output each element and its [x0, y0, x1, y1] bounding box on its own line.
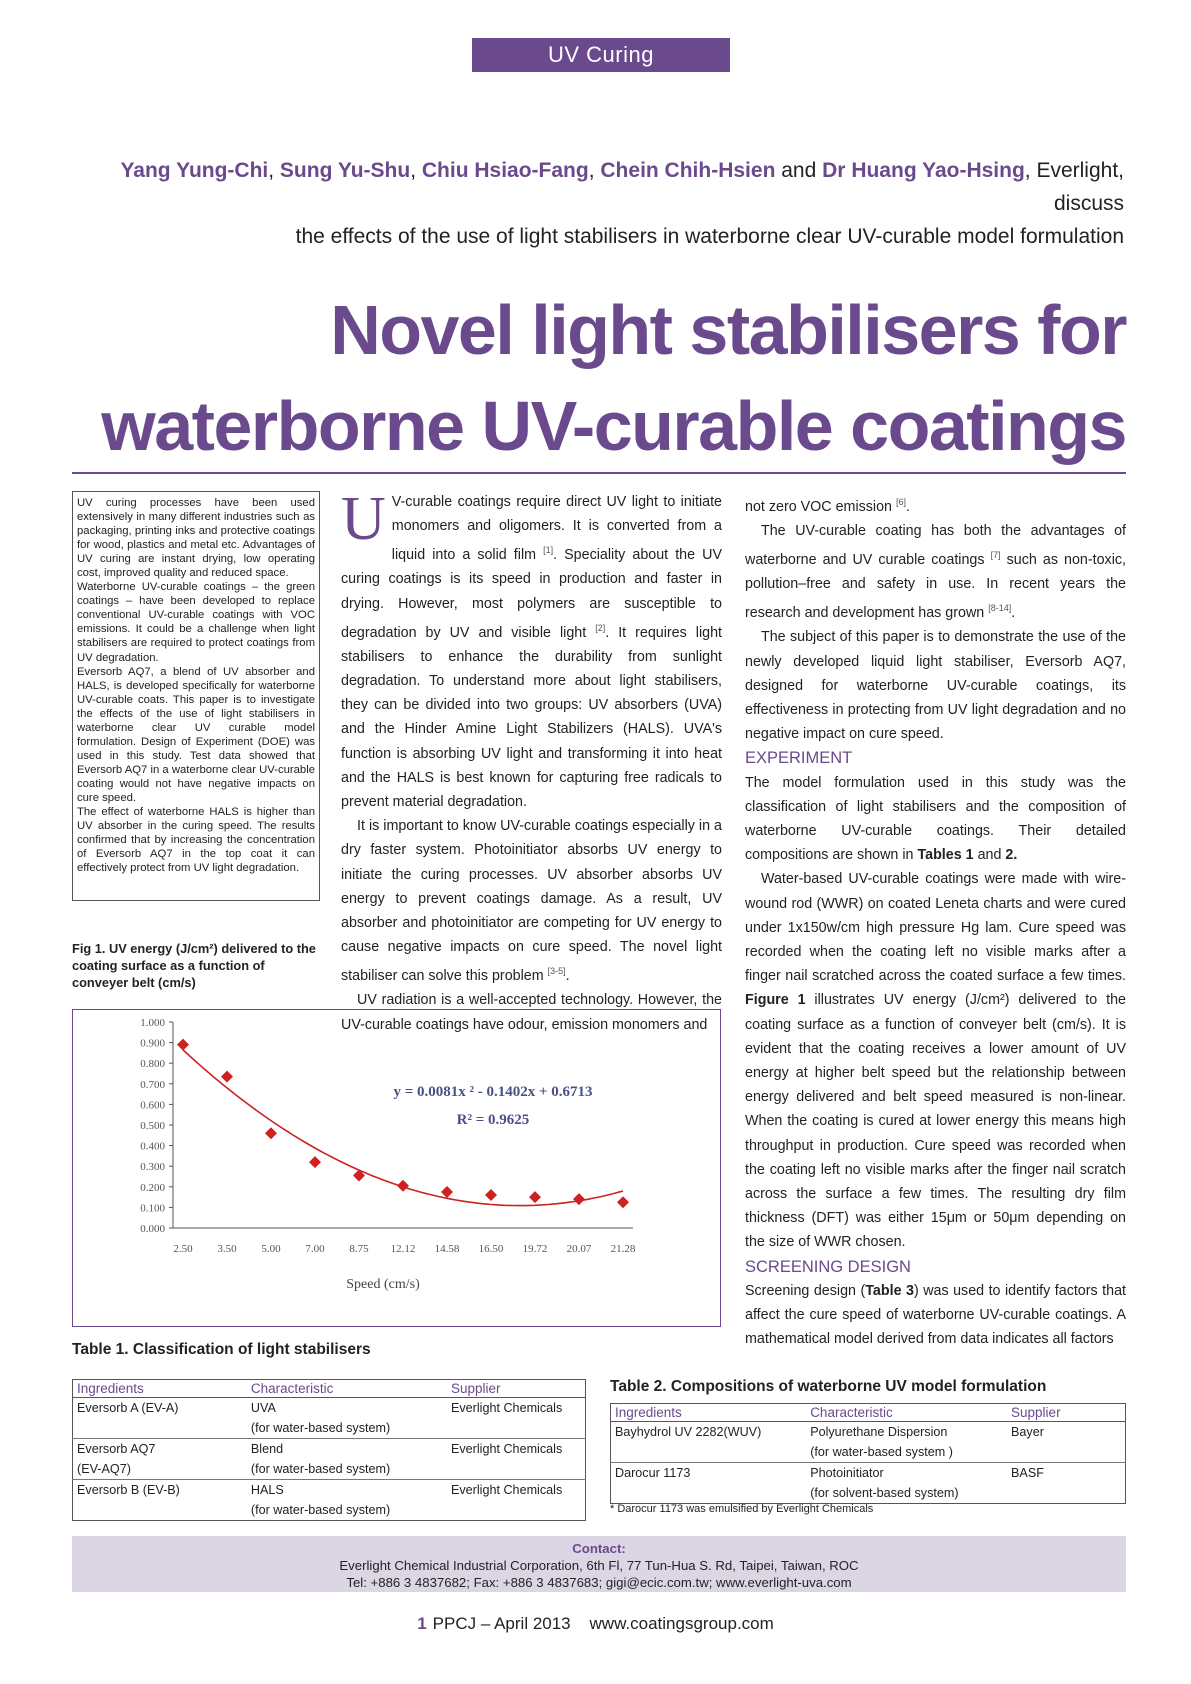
text: Table 3: [865, 1282, 914, 1299]
byline: Yang Yung-Chi, Sung Yu-Shu, Chiu Hsiao-Fang, Chein Chih-Hsien and Dr Huang Yao-Hsing, Everlight, discuss the effects of the use of light stabilisers in waterborne clear UV-curable model formulation: [120, 159, 1124, 248]
cell: Bayhydrol UV 2282(WUV): [615, 1425, 762, 1439]
cell: HALS: [250, 1483, 284, 1497]
text: ) was used to identify factors that affect the cure speed of waterborne UV-curable coatings. A mathematical model derived from data indicates all factors: [745, 1282, 1126, 1348]
table-row: [611, 1483, 1126, 1504]
text: . Speciality about the UV curing coatings is its speed in production and faster in drying. However, most polymers are susceptible to degradation by UV and visible light: [341, 547, 723, 641]
trendline-equation: y = 0.0081x ² - 0.1402x + 0.6713: [393, 1084, 593, 1100]
y-tick-label: 0.900: [140, 1037, 165, 1050]
col3-para-0: [745, 490, 1126, 519]
text: It is important to know UV-curable coatings especially in a dry faster system. Photoinitiator absorbs UV energy to initiate the curing processes. UV absorber absorbs UV energy to prevent coatings damage. As a result, UV absorber and photoinitiator are competing for UV energy to cause negative impacts on cure speed. The novel light stabiliser can solve this problem: [341, 818, 722, 985]
data-point: [265, 1127, 277, 1139]
figure-1: [72, 1009, 721, 1327]
x-axis-label: Speed (cm/s): [346, 1277, 420, 1292]
cell: Photoinitiator: [810, 1466, 884, 1480]
cell: BASF: [1011, 1466, 1044, 1480]
contact-line-2: Tel: +886 3 4837682; Fax: +886 3 4837683; gigi@ecic.com.tw; www.everlight-uva.com: [346, 1575, 852, 1590]
data-point: [221, 1071, 233, 1083]
section-tag: UV Curing: [472, 38, 730, 72]
cell: Eversorb B (EV-B): [77, 1483, 180, 1497]
col3-para-4: [745, 867, 1126, 1254]
body-column-3: [745, 490, 1126, 1351]
cell: Everlight Chemicals: [450, 1401, 563, 1415]
table-1-header: Characteristic: [247, 1380, 447, 1398]
x-tick-label: 3.50: [217, 1243, 237, 1255]
table-row: [73, 1418, 586, 1439]
text: The UV-curable coating has both the advantages of waterborne and UV curable coatings: [745, 522, 1126, 568]
col2-para-2: [341, 814, 722, 988]
table-2-header: Ingredients: [611, 1404, 807, 1422]
footer-text: PPCJ – April 2013 www.coatingsgroup.com: [432, 1614, 774, 1633]
x-tick-label: 16.50: [478, 1243, 504, 1255]
abstract-box: [72, 491, 320, 901]
cell: [611, 1483, 807, 1504]
x-tick-label: 14.58: [434, 1243, 460, 1255]
title-line-2: waterborne UV-curable coatings: [101, 387, 1126, 465]
x-tick-label: 20.07: [566, 1243, 592, 1255]
table-2: [610, 1403, 1126, 1504]
col3-para-1: [745, 519, 1126, 625]
byline-rest-1: Everlight, discuss: [1030, 159, 1124, 215]
cell: Everlight Chemicals: [450, 1442, 563, 1456]
y-tick-label: 1.000: [140, 1017, 165, 1029]
ref-8: [8-14]: [988, 603, 1012, 614]
cell: Bayer: [1011, 1425, 1044, 1439]
table-row: [73, 1480, 586, 1501]
cell: Polyurethane Dispersion: [810, 1425, 948, 1439]
table-1-header: Supplier: [447, 1380, 586, 1398]
figure-caption: Fig 1. UV energy (J/cm²) delivered to the coating surface as a function of conveyer belt (cm/s): [72, 941, 316, 990]
text: illustrates UV energy (J/cm²) delivered to the coating surface as a function of conveyer belt (cm/s). It is evident that the coating receives a lower amount of UV energy at higher belt speed but the relationship between energy delivered and belt speed measured is non-linear. When the coating is cured at lower energy this means high throughput in production. Cure speed was recorded when the coating left no visible marks after the finger nail scratch across the surface a few times. The resulting dry film thickness (DFT) was either 15μm or 50μm depending on the size of WWR chosen.: [745, 992, 1126, 1251]
r-squared-label: R² = 0.9625: [456, 1112, 530, 1128]
text: and: [973, 847, 1006, 864]
contact-heading: Contact:: [572, 1541, 626, 1556]
col3-para-3: [745, 771, 1126, 868]
text: Screening design (: [745, 1282, 866, 1299]
author-3: Chiu Hsiao-Fang: [421, 159, 589, 182]
cell: [1007, 1442, 1125, 1463]
cell: Blend: [250, 1442, 284, 1456]
abstract-p1: UV curing processes have been used extensively in many different industries such as packaging, printing inks and protective coatings for wood, plastics and metal etc. Advantages of UV curing are instant drying, low operating cost, improved quality and reduced space.: [77, 497, 315, 580]
table-row: [73, 1459, 586, 1480]
cell: Everlight Chemicals: [450, 1483, 563, 1497]
x-tick-label: 7.00: [305, 1243, 325, 1255]
ref-2: [2]: [595, 622, 606, 633]
cell: Eversorb A (EV-A): [77, 1401, 179, 1415]
text: not zero VOC emission: [745, 498, 896, 515]
cell: UVA: [250, 1401, 276, 1415]
page-title: [100, 282, 1126, 474]
byline-and: and: [781, 159, 817, 182]
y-tick-label: 0.800: [140, 1058, 165, 1071]
cell: (for water-based system): [247, 1459, 447, 1480]
cell: (EV-AQ7): [73, 1459, 247, 1480]
text: Water-based UV-curable coatings were made with wire-wound rod (WWR) on coated Leneta charts and were cured under 1x150w/cm high pressure Hg lam. Cure speed was recorded when the coating left no visible marks after a finger nail scratched across the coated surface a few times.: [745, 871, 1126, 985]
ref-1: [1]: [543, 545, 554, 556]
x-tick-label: 12.12: [390, 1243, 416, 1255]
abstract-p2: Waterborne UV-curable coatings – the green coatings – have been developed to replace conventional UV-curable coatings with VOC emissions. It could be a challenge when light stabilisers are required to protect coatings from UV degradation.: [77, 581, 315, 664]
cell: [447, 1418, 586, 1439]
contact-line-1: Everlight Chemical Industrial Corporation, 6th Fl, 77 Tun-Hua S. Rd, Taipei, Taiwan, ROC: [339, 1558, 859, 1573]
text: . It requires light stabilisers to enhance the durability from sunlight degradation. To understand more about light stabilisers, they can be divided into two groups: UV absorbers (UVA) and the Hinder Amine Light Stabilizers (HALS). UVA's function is absorbing UV light and transforming it into heat and the HALS is best known for capturing free radicals to prevent material degradation.: [341, 624, 722, 810]
table-2-note: * Darocur 1173 was emulsified by Everlight Chemicals: [610, 1503, 874, 1515]
abstract-p4: The effect of waterborne HALS is higher than UV absorber in the curing speed. The results confirmed that by increasing the concentration of Eversorb AQ7 in the top coat it can effectively protect from UV light degradation.: [77, 806, 315, 875]
data-point: [529, 1191, 541, 1203]
table-2-header: Characteristic: [806, 1404, 1007, 1422]
table-1-caption-text: Table 1. Classification of light stabilisers: [72, 1341, 371, 1358]
data-point: [309, 1156, 321, 1168]
author-1: Yang Yung-Chi: [120, 159, 269, 182]
author-5: Dr Huang Yao-Hsing: [822, 159, 1025, 182]
title-line-1: Novel light stabilisers for: [330, 291, 1126, 369]
drop-cap: U: [341, 485, 386, 553]
section-heading-screening: SCREENING DESIGN: [745, 1257, 911, 1276]
text: .: [1011, 605, 1016, 622]
body-column-2: [341, 485, 723, 1037]
y-tick-label: 0.500: [140, 1120, 165, 1132]
text: .: [906, 498, 910, 515]
cell: [611, 1442, 807, 1463]
table-1-caption: [72, 1341, 371, 1359]
col2-para-1: [341, 485, 723, 814]
table-1-header: Ingredients: [73, 1380, 247, 1398]
x-tick-label: 19.72: [522, 1243, 548, 1255]
text: Figure 1: [745, 992, 806, 1009]
ref-3: [3-5]: [547, 966, 566, 977]
data-point: [485, 1189, 497, 1201]
cell: (for water-based system): [250, 1503, 391, 1517]
text: Tables 1: [917, 847, 974, 864]
byline-comma: ,: [1024, 159, 1031, 182]
cell: (for water-based system): [247, 1418, 447, 1439]
data-point: [441, 1186, 453, 1198]
x-tick-label: 21.28: [610, 1243, 636, 1255]
col2-para-3: UV radiation is a well-accepted technology. However, the UV-curable coatings have odour, emission monomers and: [341, 992, 722, 1033]
cell: [73, 1418, 247, 1439]
data-point: [177, 1039, 189, 1051]
text: 2.: [1005, 847, 1018, 864]
data-point: [617, 1196, 629, 1208]
cell: [73, 1500, 247, 1521]
table-1: [72, 1379, 586, 1521]
author-2: Sung Yu-Shu: [279, 159, 411, 182]
cell: (for solvent-based system): [810, 1486, 959, 1500]
y-tick-label: 0.700: [140, 1078, 165, 1091]
table-row: [611, 1442, 1126, 1463]
table-2-caption-text: Table 2. Compositions of waterborne UV model formulation: [610, 1378, 1047, 1395]
page-number: 1: [417, 1614, 427, 1633]
abstract-p3: Eversorb AQ7, a blend of UV absorber and HALS, is developed specifically for waterborne UV-curable coats. This paper is to investigate the effects of the use of light stabilisers in waterborne clear UV curable model formulation. Design of Experiment (DOE) was used in this study. Test data showed that Eversorb AQ7 in a waterborne clear UV-curable coating would not have negative impacts on cure speed.: [77, 665, 315, 804]
table-row: [611, 1463, 1126, 1484]
cell: [447, 1500, 586, 1521]
col3-para-2: The subject of this paper is to demonstrate the use of the newly developed liquid light stabiliser, Eversorb AQ7, designed for waterborne UV-curable coatings, its effectiveness in protecting from UV light degradation and no negative impact on cure speed.: [745, 629, 1126, 743]
text: The model formulation used in this study was the classification of light stabilisers and the composition of waterborne UV-curable coatings. Their detailed compositions are shown in: [745, 774, 1126, 864]
x-tick-label: 8.75: [349, 1243, 369, 1255]
table-2-header: Supplier: [1007, 1404, 1125, 1422]
title-rule: [72, 472, 1126, 474]
data-point: [397, 1180, 409, 1192]
contact-box: [72, 1536, 1126, 1592]
col3-para-5: [745, 1279, 1126, 1352]
byline-rest-2: the effects of the use of light stabilisers in waterborne clear UV-curable model formulation: [295, 225, 1124, 248]
y-tick-label: 0.000: [140, 1223, 165, 1235]
text: .: [565, 968, 570, 985]
y-tick-label: 0.600: [140, 1099, 165, 1112]
y-tick-label: 0.300: [140, 1161, 165, 1174]
table-row: [73, 1500, 586, 1521]
table-row: [73, 1439, 586, 1460]
section-heading-experiment: EXPERIMENT: [745, 749, 853, 768]
data-point: [573, 1193, 585, 1205]
y-tick-label: 0.100: [140, 1202, 165, 1215]
x-tick-label: 5.00: [261, 1243, 281, 1255]
author-4: Chein Chih-Hsien: [600, 159, 776, 182]
page-footer: [0, 1614, 1191, 1634]
cell: Eversorb AQ7: [77, 1442, 156, 1456]
table-2-caption: [610, 1378, 1046, 1396]
cell: [447, 1459, 586, 1480]
y-tick-label: 0.400: [140, 1140, 165, 1153]
table-row: [73, 1398, 586, 1419]
cell: [1007, 1483, 1125, 1504]
cell: (for water-based system ): [806, 1442, 1007, 1463]
chart-svg: [73, 1010, 720, 1326]
text: V-curable coatings require direct UV light to initiate monomers and oligomers. It is converted from a liquid into a solid film: [391, 494, 722, 564]
table-row: [611, 1422, 1126, 1443]
text: such as non-toxic, pollution–free and safety in use. In recent years the research and development has grown: [745, 551, 1126, 622]
x-tick-label: 2.50: [173, 1243, 193, 1255]
ref-7: [7]: [990, 550, 1001, 561]
cell: Darocur 1173: [615, 1466, 691, 1480]
y-tick-label: 0.200: [140, 1181, 165, 1194]
ref-6: [6]: [895, 497, 906, 507]
